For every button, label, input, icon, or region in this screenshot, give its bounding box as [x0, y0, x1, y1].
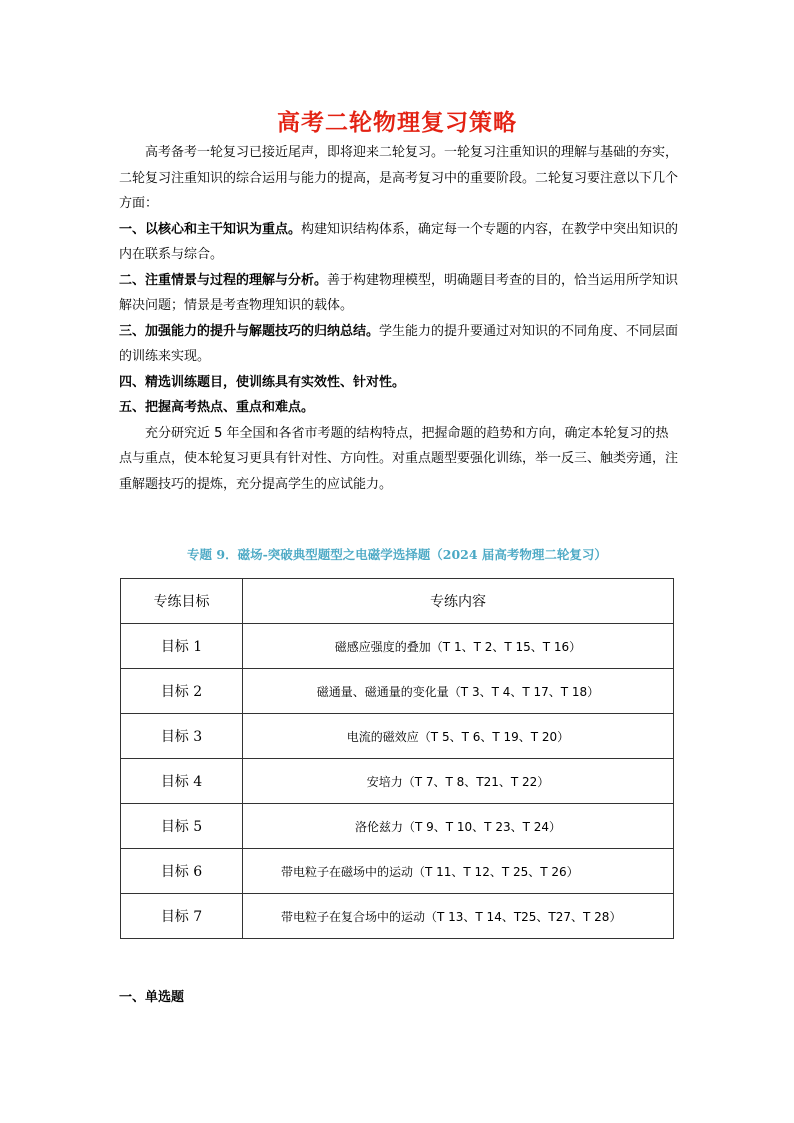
table-row — [121, 804, 674, 849]
closing-paragraph: 充分研究近 5 年全国和各省市考题的结构特点，把握命题的趋势和方向，确定本轮复习的热点与重点，使本轮复习更具有针对性、方向性。对重点题型要强化训练，举一反三、触类旁通，注重解题技巧的提炼，充分提高学生的应试能力。 — [119, 425, 679, 492]
point-4-heading: 四、精选训练题目，使训练具有实效性、针对性。 — [119, 374, 406, 390]
table-row — [121, 669, 674, 714]
table-row — [121, 624, 674, 669]
point-4 — [119, 370, 679, 396]
goal-cell: 目标 6 — [121, 849, 243, 894]
point-3 — [119, 319, 679, 370]
table-header-row — [121, 579, 674, 624]
point-2-heading: 二、注重情景与过程的理解与分析。 — [119, 272, 328, 288]
point-2 — [119, 268, 679, 319]
goal-cell: 目标 5 — [121, 804, 243, 849]
goal-cell: 目标 7 — [121, 894, 243, 939]
point-5 — [119, 395, 679, 421]
table-row — [121, 759, 674, 804]
strategy-text — [119, 140, 679, 497]
content-cell: 带电粒子在磁场中的运动（T 11、T 12、T 25、T 26） — [243, 849, 674, 894]
intro-paragraph: 高考备考一轮复习已接近尾声，即将迎来二轮复习。一轮复习注重知识的理解与基础的夯实，二轮复习注重知识的综合运用与能力的提高，是高考复习中的重要阶段。二轮复习要注意以下几个方面： — [119, 145, 679, 211]
point-2-text: 善于构建物理模型，明确题目考查的目的，恰当运用所学知识解决问题；情景是考查物理知识的载体。 — [119, 272, 679, 313]
point-3-text: 学生能力的提升要通过对知识的不同角度、不同层面的训练来实现。 — [119, 323, 679, 364]
section-heading: 一、单选题 — [119, 990, 185, 1005]
goal-cell: 目标 3 — [121, 714, 243, 759]
header-goal: 专练目标 — [121, 579, 243, 624]
content-cell: 电流的磁效应（T 5、T 6、T 19、T 20） — [243, 714, 674, 759]
header-content: 专练内容 — [243, 579, 674, 624]
goal-cell: 目标 2 — [121, 669, 243, 714]
table-row — [121, 894, 674, 939]
content-cell: 磁通量、磁通量的变化量（T 3、T 4、T 17、T 18） — [243, 669, 674, 714]
content-cell: 磁感应强度的叠加（T 1、T 2、T 15、T 16） — [243, 624, 674, 669]
table-row — [121, 714, 674, 759]
point-1-heading: 一、以核心和主干知识为重点。 — [119, 221, 302, 237]
point-1 — [119, 217, 679, 268]
content-cell: 洛伦兹力（T 9、T 10、T 23、T 24） — [243, 804, 674, 849]
table-row — [121, 849, 674, 894]
point-5-heading: 五、把握高考热点、重点和难点。 — [119, 400, 315, 415]
goals-table — [120, 578, 674, 939]
document-title: 高考二轮物理复习策略 — [277, 110, 517, 136]
topic-subtitle: 专题 9．磁场-突破典型题型之电磁学选择题（2024 届高考物理二轮复习） — [187, 547, 607, 562]
goal-cell: 目标 4 — [121, 759, 243, 804]
point-3-heading: 三、加强能力的提升与解题技巧的归纳总结。 — [119, 323, 380, 339]
point-1-text: 构建知识结构体系，确定每一个专题的内容，在教学中突出知识的内在联系与综合。 — [119, 221, 679, 262]
content-cell: 带电粒子在复合场中的运动（T 13、T 14、T25、T27、T 28） — [243, 894, 674, 939]
goal-cell: 目标 1 — [121, 624, 243, 669]
content-cell: 安培力（T 7、T 8、T21、T 22） — [243, 759, 674, 804]
